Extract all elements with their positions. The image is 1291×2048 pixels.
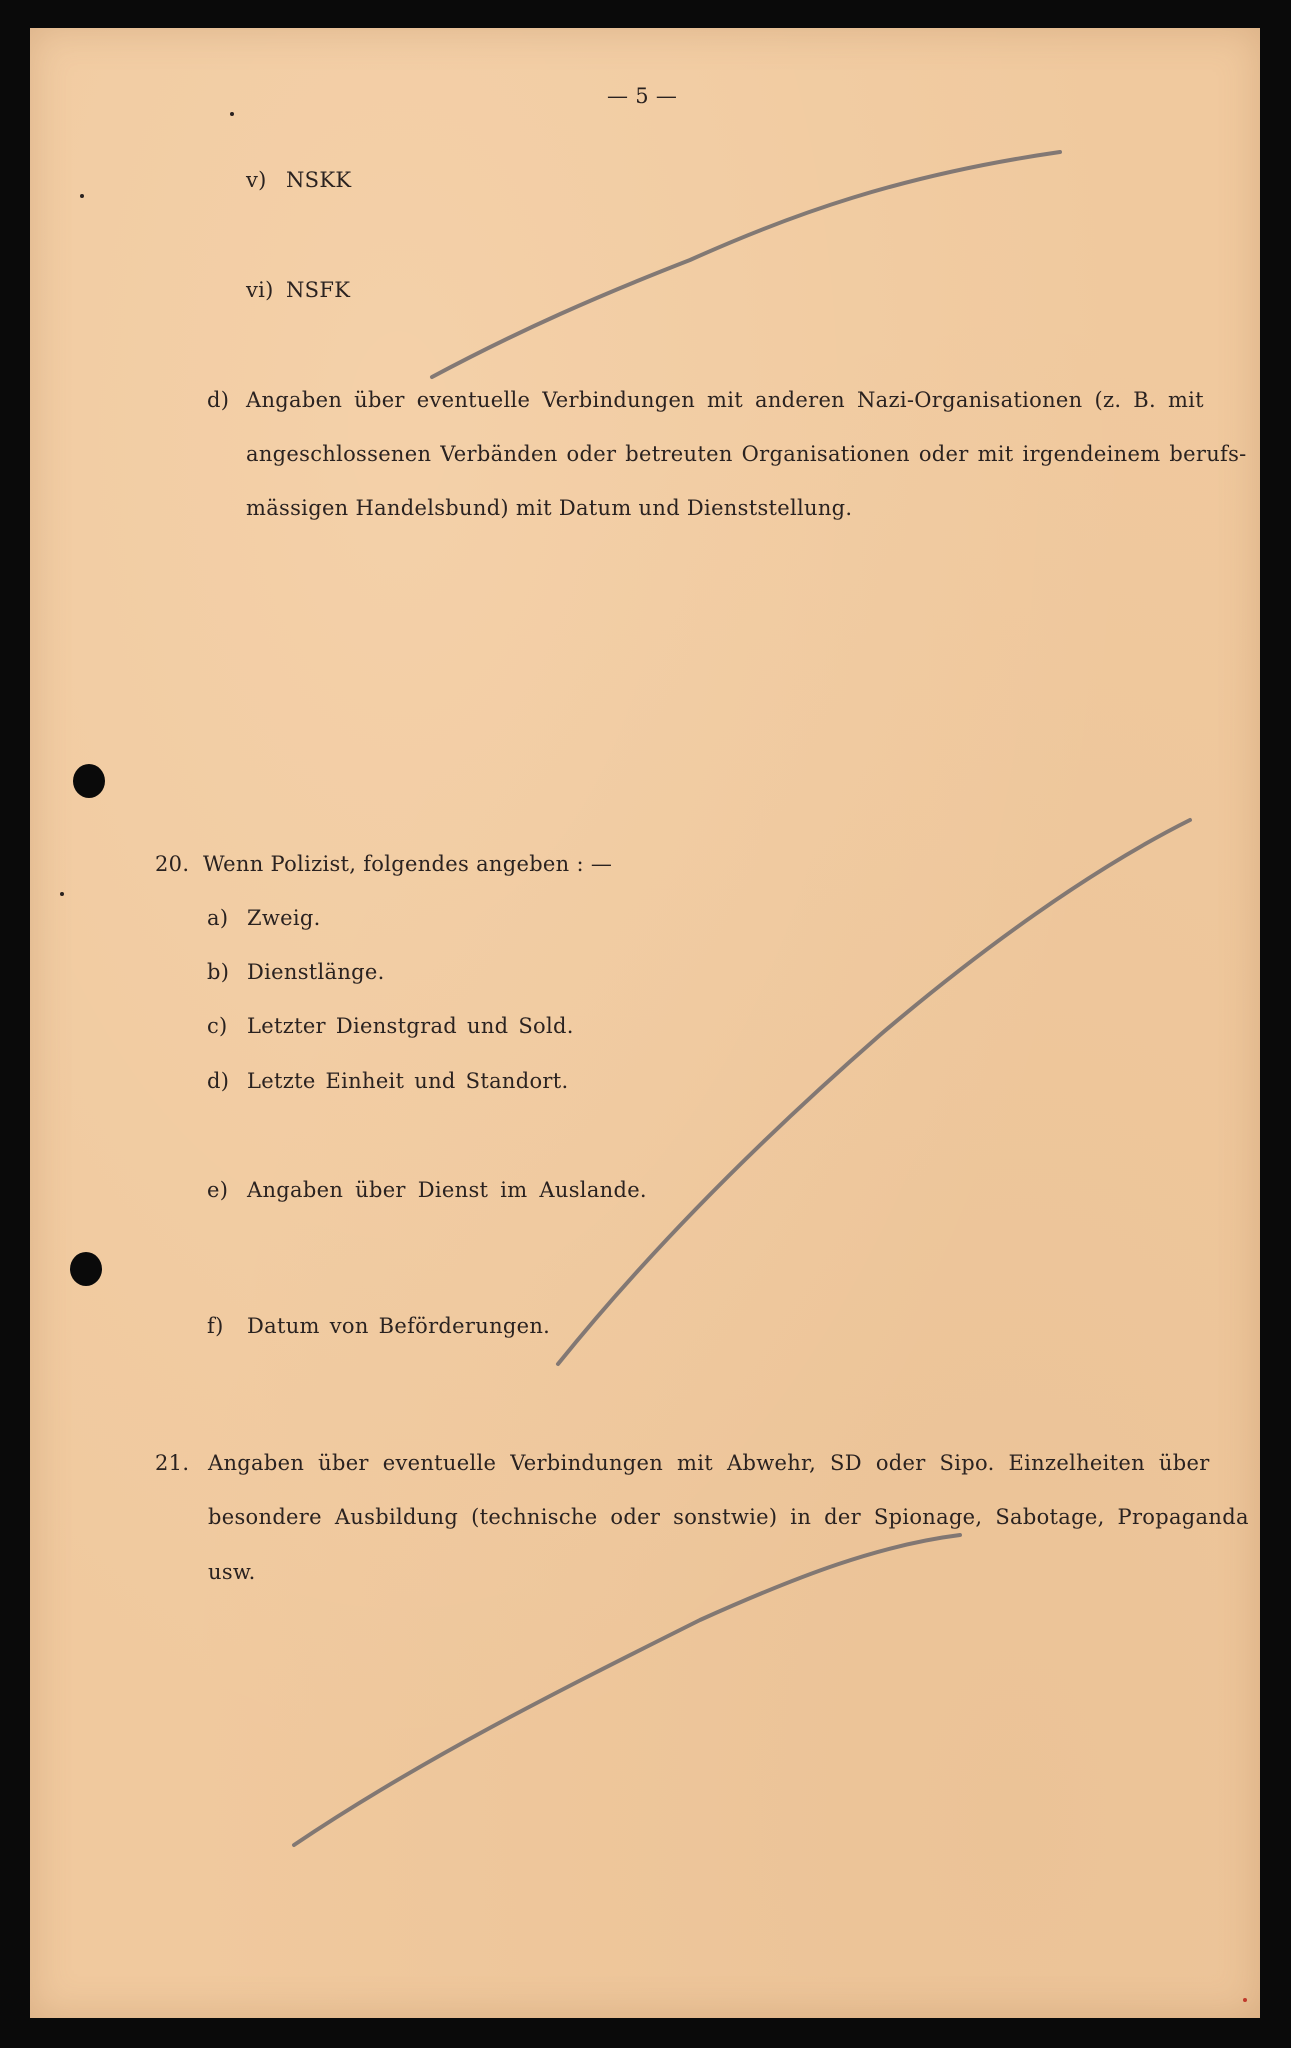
item-d-line-2: angeschlossenen Verbänden oder betreuten Organisationen oder mit irgendeinem berufs-	[246, 442, 1247, 466]
question-20	[155, 854, 612, 875]
list-item-marker: d)	[207, 1069, 230, 1093]
q20-item-c	[207, 1016, 574, 1037]
list-item-marker: vi)	[246, 278, 274, 302]
q20-item-f	[207, 1316, 550, 1337]
list-item-text: Zweig.	[247, 906, 321, 930]
list-item-text: NSFK	[286, 278, 351, 302]
list-item-text: Angaben über Dienst im Auslande.	[247, 1178, 647, 1202]
ink-speck	[1243, 1998, 1247, 2002]
list-item-nsfk	[246, 280, 350, 301]
list-item-marker: e)	[207, 1178, 229, 1202]
list-item-nskk	[246, 170, 351, 191]
list-item-marker: f)	[207, 1314, 224, 1338]
list-item-marker: c)	[207, 1014, 228, 1038]
question-text: Wenn Polizist, folgendes angeben : —	[203, 852, 613, 876]
q20-item-d	[207, 1071, 568, 1092]
question-21-line-1: Angaben über eventuelle Verbindungen mit Abwehr, SD oder Sipo. Einzelheiten über	[208, 1451, 1210, 1475]
list-item-text: Dienstlänge.	[247, 960, 385, 984]
ink-speck	[230, 112, 234, 116]
question-21-line-3: usw.	[208, 1560, 256, 1584]
q20-item-e	[207, 1180, 647, 1201]
item-d-marker: d)	[207, 388, 230, 412]
page-number: — 5 —	[607, 84, 678, 108]
item-d-line-3: mässigen Handelsbund) mit Datum und Dienststellung.	[246, 496, 853, 520]
ink-speck	[60, 892, 64, 896]
question-21-line-2: besondere Ausbildung (technische oder sonstwie) in der Spionage, Sabotage, Propaganda	[208, 1505, 1249, 1529]
q20-item-a	[207, 908, 321, 929]
question-21-number: 21.	[155, 1451, 190, 1475]
list-item-text: Letzter Dienstgrad und Sold.	[247, 1014, 574, 1038]
list-item-text: NSKK	[286, 168, 352, 192]
question-number: 20.	[155, 852, 190, 876]
list-item-marker: a)	[207, 906, 229, 930]
q20-item-b	[207, 962, 385, 983]
list-item-text: Datum von Beförderungen.	[247, 1314, 551, 1338]
list-item-marker: v)	[246, 168, 267, 192]
list-item-text: Letzte Einheit und Standort.	[247, 1069, 569, 1093]
item-d-line-1: Angaben über eventuelle Verbindungen mit anderen Nazi-Organisationen (z. B. mit	[246, 388, 1204, 412]
punch-hole-bottom	[70, 1252, 102, 1286]
list-item-marker: b)	[207, 960, 230, 984]
punch-hole-top	[73, 764, 105, 798]
ink-speck	[80, 194, 84, 198]
